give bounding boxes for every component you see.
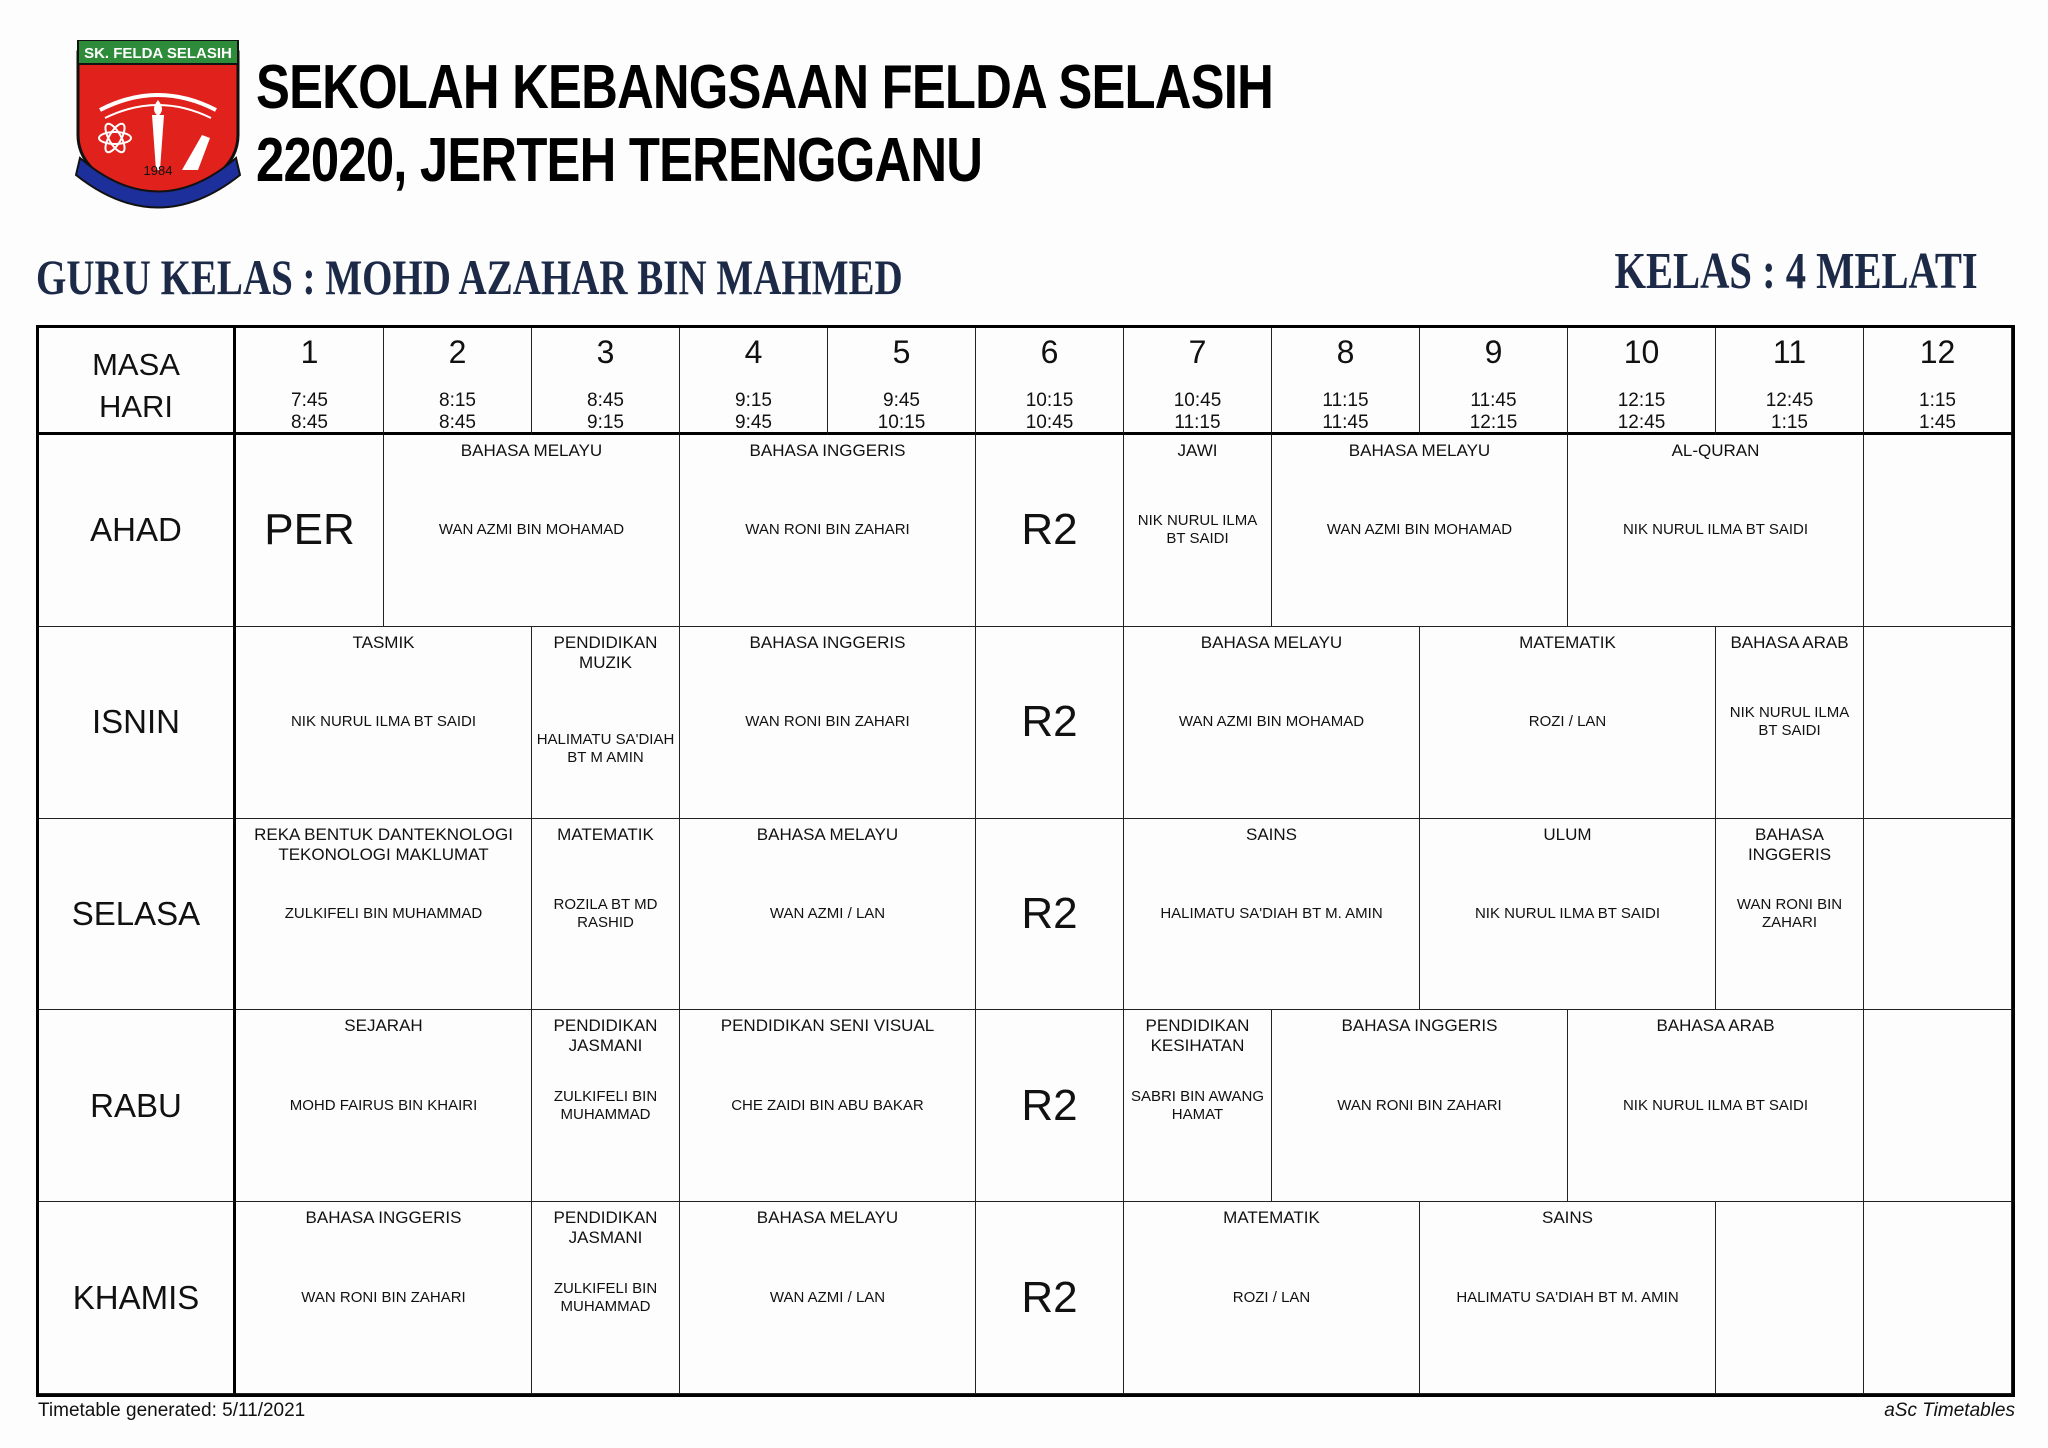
- lesson-teacher: NIK NURUL ILMA BT SAIDI: [1622, 1096, 1809, 1114]
- lesson-teacher: ZULKIFELI BIN MUHAMMAD: [284, 904, 483, 922]
- school-name: SEKOLAH KEBANGSAAN FELDA SELASIH: [256, 53, 1273, 122]
- lesson-cell: [1272, 1010, 1568, 1202]
- lesson-marker: [976, 1010, 1124, 1202]
- period-end: 11:45: [1322, 412, 1369, 433]
- period-time: [1568, 390, 1715, 434]
- day-label: [39, 627, 236, 819]
- period-header: [1420, 328, 1568, 435]
- lesson-subject: BAHASA INGGERIS: [749, 632, 906, 652]
- period-end: 9:45: [735, 412, 772, 433]
- lesson-teacher: HALIMATU SA'DIAH BT M AMIN: [536, 730, 675, 766]
- lesson-cell: [236, 627, 532, 819]
- period-number: 2: [448, 334, 467, 370]
- lesson-subject: SAINS: [1245, 824, 1298, 844]
- period-start: 11:15: [1322, 390, 1369, 411]
- lesson-subject: BAHASA INGGERIS: [1747, 824, 1832, 864]
- period-end: 1:15: [1771, 412, 1808, 433]
- brand-credit: aSc Timetables: [1884, 1400, 2015, 1421]
- lesson-marker: [976, 819, 1124, 1011]
- period-header: [680, 328, 828, 435]
- empty-cell: [1864, 1202, 2012, 1394]
- lesson-cell: [532, 627, 680, 819]
- lesson-cell: [680, 627, 976, 819]
- lesson-marker: [976, 1202, 1124, 1394]
- lesson-subject: PENDIDIKAN JASMANI: [553, 1016, 658, 1056]
- lesson-teacher: NIK NURUL ILMA BT SAIDI: [1137, 512, 1258, 548]
- lesson-teacher: ROZI / LAN: [1232, 1288, 1311, 1306]
- period-end: 11:15: [1174, 412, 1221, 433]
- lesson-teacher: SABRI BIN AWANG HAMAT: [1130, 1087, 1265, 1123]
- period-number: 10: [1623, 334, 1660, 370]
- day-name: RABU: [90, 1086, 182, 1124]
- period-end: 12:15: [1469, 412, 1518, 433]
- period-header: [236, 328, 384, 435]
- empty-cell: [1864, 819, 2012, 1011]
- lesson-subject: PENDIDIKAN KESIHATAN: [1145, 1016, 1250, 1056]
- lesson-marker: [976, 435, 1124, 627]
- period-end: 12:45: [1617, 412, 1666, 433]
- lesson-teacher: WAN AZMI BIN MOHAMAD: [438, 521, 625, 539]
- lesson-teacher: NIK NURUL ILMA BT SAIDI: [1622, 521, 1809, 539]
- lesson-subject: REKA BENTUK DANTEKNOLOGI TEKONOLOGI MAKLUMAT: [254, 824, 513, 864]
- lesson-teacher: WAN RONI BIN ZAHARI: [1736, 895, 1843, 931]
- period-time: [384, 390, 531, 434]
- school-logo: [70, 40, 245, 210]
- lesson-subject: BAHASA MELAYU: [1348, 441, 1491, 460]
- lesson-teacher: MOHD FAIRUS BIN KHAIRI: [289, 1096, 478, 1114]
- lesson-teacher: WAN AZMI / LAN: [769, 1288, 886, 1306]
- lesson-cell: [680, 1202, 976, 1394]
- corner-masa-hari: [39, 328, 236, 435]
- lesson-teacher: WAN AZMI BIN MOHAMAD: [1178, 713, 1365, 731]
- lesson-subject: BAHASA ARAB: [1656, 1016, 1775, 1036]
- period-end: 8:45: [439, 412, 476, 433]
- lesson-teacher: WAN AZMI / LAN: [769, 904, 886, 922]
- lesson-teacher: WAN RONI BIN ZAHARI: [745, 521, 910, 539]
- lesson-marker-text: R2: [1021, 697, 1078, 747]
- lesson-subject: TASMIK: [352, 632, 415, 652]
- lesson-cell: [236, 1010, 532, 1202]
- empty-cell: [1864, 435, 2012, 627]
- lesson-subject: PENDIDIKAN JASMANI: [553, 1208, 658, 1248]
- lesson-cell: [1272, 435, 1568, 627]
- lesson-teacher: CHE ZAIDI BIN ABU BAKAR: [731, 1096, 924, 1114]
- period-time: [1716, 390, 1863, 434]
- period-time: [1420, 390, 1567, 434]
- period-number: 4: [744, 334, 763, 370]
- period-number: 5: [892, 334, 911, 370]
- lesson-cell: [1420, 819, 1716, 1011]
- period-end: 1:45: [1919, 412, 1956, 433]
- period-number: 3: [596, 334, 615, 370]
- period-start: 9:15: [735, 390, 772, 411]
- period-number: 12: [1919, 334, 1956, 370]
- lesson-cell: [1124, 819, 1420, 1011]
- generated-date: Timetable generated: 5/11/2021: [38, 1400, 306, 1421]
- lesson-cell: [680, 435, 976, 627]
- period-number: 1: [300, 334, 319, 370]
- period-header: [1568, 328, 1716, 435]
- period-time: [976, 390, 1123, 434]
- lesson-subject: BAHASA MELAYU: [756, 824, 899, 844]
- label-masa: MASA: [92, 347, 180, 382]
- day-name: KHAMIS: [72, 1278, 200, 1316]
- empty-cell: [1716, 1202, 1864, 1394]
- lesson-marker-text: R2: [1021, 505, 1078, 555]
- period-time: [680, 390, 827, 434]
- period-time: [1272, 390, 1419, 434]
- lesson-marker-text: PER: [264, 505, 355, 555]
- lesson-teacher: WAN RONI BIN ZAHARI: [745, 713, 910, 731]
- lesson-cell: [1420, 1202, 1716, 1394]
- lesson-marker: [976, 627, 1124, 819]
- lesson-subject: BAHASA MELAYU: [1200, 632, 1343, 652]
- lesson-subject: BAHASA MELAYU: [756, 1208, 899, 1228]
- lesson-marker-text: R2: [1021, 1080, 1078, 1130]
- period-header: [828, 328, 976, 435]
- period-header: [1124, 328, 1272, 435]
- lesson-subject: SEJARAH: [344, 1016, 423, 1036]
- lesson-subject: JAWI: [1177, 441, 1218, 460]
- period-header: [1864, 328, 2012, 435]
- lesson-cell: [1568, 435, 1864, 627]
- period-time: [1124, 390, 1271, 434]
- corner-labels: [39, 344, 233, 428]
- lesson-cell: [532, 1202, 680, 1394]
- day-name: ISNIN: [91, 703, 180, 741]
- lesson-subject: MATEMATIK: [1223, 1208, 1320, 1228]
- period-start: 12:45: [1765, 390, 1814, 411]
- lesson-cell: [1124, 1202, 1420, 1394]
- lesson-subject: ULUM: [1543, 824, 1592, 844]
- lesson-cell: [680, 819, 976, 1011]
- lesson-cell: [1568, 1010, 1864, 1202]
- period-start: 10:45: [1173, 390, 1222, 411]
- day-name: SELASA: [71, 894, 201, 932]
- class-teacher: GURU KELAS : MOHD AZAHAR BIN MAHMED: [36, 249, 903, 305]
- lesson-marker-text: R2: [1021, 888, 1078, 938]
- period-time: [828, 390, 975, 434]
- class-name: KELAS : 4 MELATI: [1614, 243, 1978, 300]
- lesson-subject: BAHASA INGGERIS: [305, 1208, 462, 1228]
- period-start: 8:45: [587, 390, 624, 411]
- lesson-cell: [1716, 627, 1864, 819]
- lesson-cell: [1124, 1010, 1272, 1202]
- day-label: [39, 435, 236, 627]
- period-header: [1272, 328, 1420, 435]
- logo-year: 1984: [143, 163, 173, 178]
- period-header: [532, 328, 680, 435]
- day-label: [39, 819, 236, 1011]
- period-time: [236, 390, 383, 434]
- lesson-cell: [1716, 819, 1864, 1011]
- period-start: 10:15: [1025, 390, 1074, 411]
- lesson-cell: [236, 1202, 532, 1394]
- day-name: AHAD: [90, 511, 182, 549]
- period-end: 8:45: [291, 412, 328, 433]
- period-header: [384, 328, 532, 435]
- day-label: [39, 1010, 236, 1202]
- lesson-teacher: ROZI / LAN: [1528, 713, 1607, 731]
- lesson-marker: [236, 435, 384, 627]
- period-time: [1864, 390, 2011, 434]
- school-address: 22020, JERTEH TERENGGANU: [256, 126, 983, 195]
- label-hari: HARI: [98, 389, 174, 424]
- period-end: 10:45: [1025, 412, 1074, 433]
- lesson-subject: BAHASA MELAYU: [460, 441, 603, 460]
- timetable-grid: [36, 325, 2015, 1397]
- period-number: 7: [1188, 334, 1207, 370]
- lesson-cell: [680, 1010, 976, 1202]
- period-header: [976, 328, 1124, 435]
- lesson-teacher: WAN AZMI BIN MOHAMAD: [1326, 521, 1513, 539]
- lesson-teacher: ROZILA BT MD RASHID: [553, 895, 658, 931]
- period-start: 11:45: [1470, 390, 1517, 411]
- period-number: 9: [1484, 334, 1503, 370]
- period-start: 7:45: [291, 390, 328, 411]
- lesson-cell: [384, 435, 680, 627]
- period-start: 1:15: [1919, 390, 1956, 411]
- period-time: [532, 390, 679, 434]
- lesson-cell: [532, 819, 680, 1011]
- logo-text: SK. FELDA SELASIH: [84, 45, 232, 62]
- period-number: 8: [1336, 334, 1355, 370]
- period-end: 9:15: [587, 412, 624, 433]
- empty-cell: [1864, 627, 2012, 819]
- period-number: 6: [1040, 334, 1059, 370]
- period-start: 12:15: [1617, 390, 1666, 411]
- lesson-subject: BAHASA INGGERIS: [1341, 1016, 1498, 1036]
- lesson-teacher: NIK NURUL ILMA BT SAIDI: [290, 713, 477, 731]
- lesson-teacher: WAN RONI BIN ZAHARI: [1337, 1096, 1502, 1114]
- lesson-cell: [532, 1010, 680, 1202]
- lesson-subject: SAINS: [1541, 1208, 1594, 1228]
- lesson-subject: BAHASA ARAB: [1730, 632, 1849, 652]
- period-start: 9:45: [883, 390, 920, 411]
- lesson-cell: [1124, 627, 1420, 819]
- period-start: 8:15: [439, 390, 476, 411]
- lesson-marker-text: R2: [1021, 1272, 1078, 1322]
- lesson-subject: AL-QURAN: [1671, 441, 1760, 460]
- lesson-subject: PENDIDIKAN SENI VISUAL: [720, 1016, 935, 1036]
- lesson-subject: MATEMATIK: [557, 824, 654, 844]
- lesson-cell: [236, 819, 532, 1011]
- lesson-subject: BAHASA INGGERIS: [749, 441, 906, 460]
- period-end: 10:15: [877, 412, 926, 433]
- period-header: [1716, 328, 1864, 435]
- lesson-teacher: HALIMATU SA'DIAH BT M. AMIN: [1160, 904, 1383, 922]
- lesson-subject: MATEMATIK: [1519, 632, 1616, 652]
- lesson-cell: [1420, 627, 1716, 819]
- lesson-teacher: ZULKIFELI BIN MUHAMMAD: [553, 1087, 658, 1123]
- empty-cell: [1864, 1010, 2012, 1202]
- lesson-teacher: WAN RONI BIN ZAHARI: [301, 1288, 466, 1306]
- lesson-cell: [1124, 435, 1272, 627]
- period-number: 11: [1772, 334, 1807, 370]
- lesson-teacher: NIK NURUL ILMA BT SAIDI: [1474, 904, 1661, 922]
- lesson-teacher: ZULKIFELI BIN MUHAMMAD: [553, 1279, 658, 1315]
- lesson-teacher: NIK NURUL ILMA BT SAIDI: [1729, 704, 1850, 740]
- lesson-subject: PENDIDIKAN MUZIK: [553, 632, 658, 672]
- lesson-teacher: HALIMATU SA'DIAH BT M. AMIN: [1456, 1288, 1679, 1306]
- day-label: [39, 1202, 236, 1394]
